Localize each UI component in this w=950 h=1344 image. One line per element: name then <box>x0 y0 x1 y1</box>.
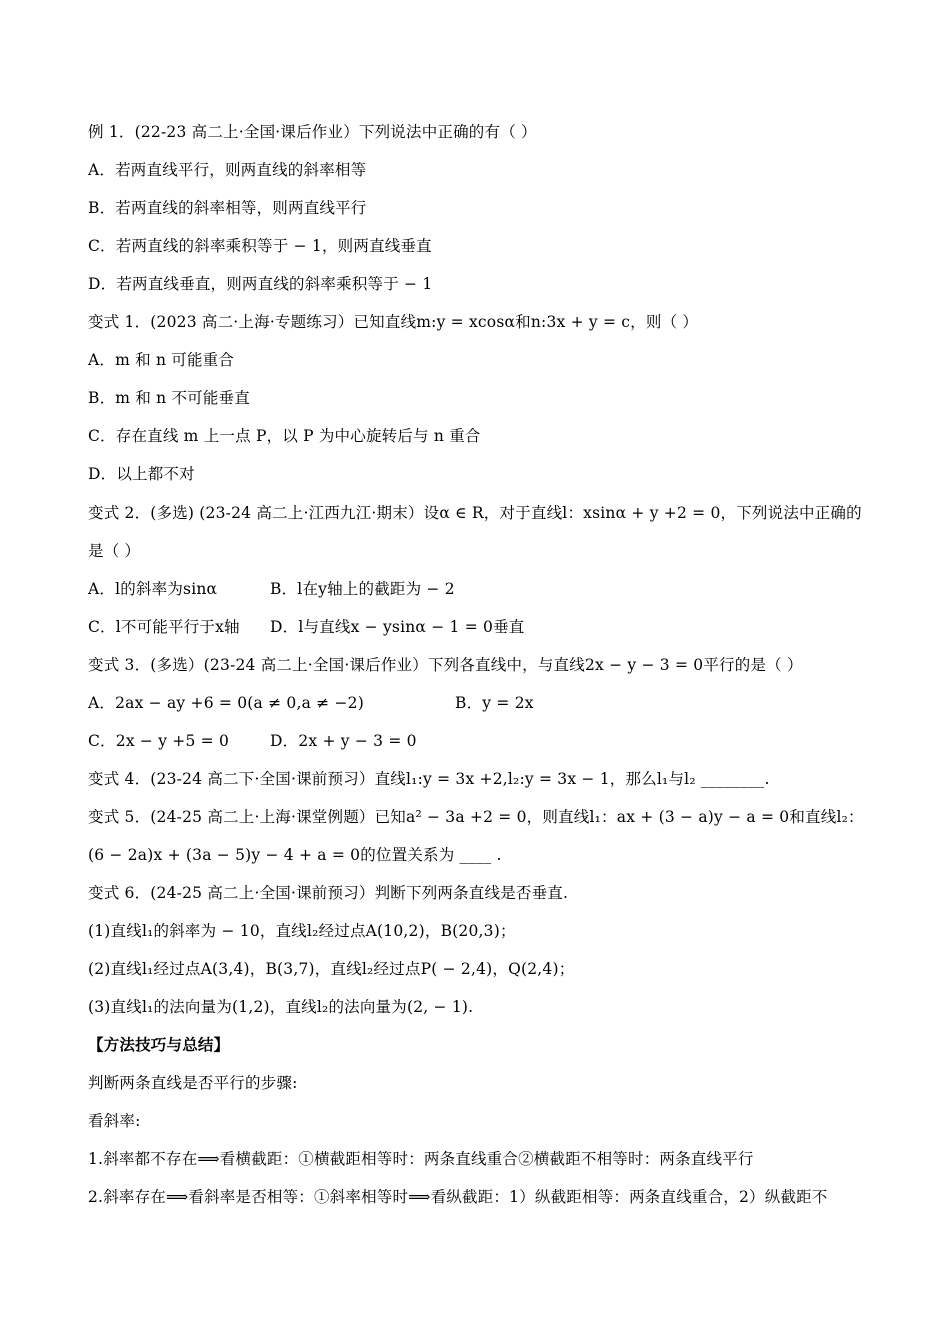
variant-1-stem: 变式 1．(2023 高二·上海·专题练习）已知直线m:y = xcosα和n:3x + y = c，则（ ） <box>88 313 699 331</box>
example-1-stem: 例 1．(22-23 高二上·全国·课后作业）下列说法中正确的有（ ） <box>88 123 537 141</box>
variant-2-option-b: B．l在y轴上的截距为 − 2 <box>270 580 455 598</box>
variant-3-option-d: D．2x + y − 3 = 0 <box>270 732 417 750</box>
variant-1-option-c: C．存在直线 m 上一点 P，以 P 为中心旋转后与 n 重合 <box>88 427 481 445</box>
variant-5-stem-line1: 变式 5．(24-25 高二上·上海·课堂例题）已知a² − 3a +2 = 0，则直线l₁：ax + (3 − a)y − a = 0和直线l₂： <box>88 808 864 826</box>
summary-step-1: 1.斜率都不存在⟹看横截距：①横截距相等时：两条直线重合②横截距不相等时：两条直线平行 <box>88 1150 754 1168</box>
variant-1-option-d: D．以上都不对 <box>88 465 195 483</box>
example-1-option-b: B．若两直线的斜率相等，则两直线平行 <box>88 199 367 217</box>
variant-3-option-b: B．y = 2x <box>455 694 534 712</box>
summary-look-slope: 看斜率: <box>88 1112 141 1130</box>
variant-3-option-c: C．2x − y +5 = 0 <box>88 732 230 750</box>
variant-2-option-d: D．l与直线x − ysinα − 1 = 0垂直 <box>270 618 525 636</box>
example-1-option-a: A．若两直线平行，则两直线的斜率相等 <box>88 161 367 179</box>
variant-6-part-1: (1)直线l₁的斜率为 − 10，直线l₂经过点A(10,2)，B(20,3)； <box>88 922 516 940</box>
example-1-option-c: C．若两直线的斜率乘积等于 − 1，则两直线垂直 <box>88 237 432 255</box>
variant-6-stem: 变式 6．(24-25 高二上·全国·课前预习）判断下列两条直线是否垂直. <box>88 884 569 902</box>
variant-4-stem: 变式 4．(23-24 高二下·全国·课前预习）直线l₁:y = 3x +2,l₂:y = 3x − 1，那么l₁与l₂ ________. <box>88 770 770 788</box>
variant-3-stem: 变式 3．(多选）(23-24 高二上·全国·课后作业）下列各直线中，与直线2x − y − 3 = 0平行的是（ ） <box>88 656 803 674</box>
variant-2-option-a: A．l的斜率为sinα <box>88 580 218 598</box>
variant-2-stem-line1: 变式 2．(多选) (23-24 高二上·江西九江·期末）设α ∈ R，对于直线l：xsinα + y +2 = 0，下列说法中正确的 <box>88 504 862 522</box>
summary-heading: 【方法技巧与总结】 <box>88 1035 230 1054</box>
variant-6-part-2: (2)直线l₁经过点A(3,4)，B(3,7)，直线l₂经过点P( − 2,4)，Q(2,4)； <box>88 960 575 978</box>
variant-2-stem-line2: 是（ ） <box>88 542 141 560</box>
variant-6-part-3: (3)直线l₁的法向量为(1,2)，直线l₂的法向量为(2, − 1). <box>88 998 474 1016</box>
variant-1-option-b: B．m 和 n 不可能垂直 <box>88 389 250 407</box>
summary-step-2: 2.斜率存在⟹看斜率是否相等：①斜率相等时⟹看纵截距：1）纵截距相等：两条直线重合，2）纵截距不 <box>88 1188 828 1206</box>
example-1-option-d: D．若两直线垂直，则两直线的斜率乘积等于 − 1 <box>88 275 433 293</box>
variant-1-option-a: A．m 和 n 可能重合 <box>88 351 235 369</box>
summary-intro: 判断两条直线是否平行的步骤: <box>88 1074 298 1092</box>
variant-2-option-c: C．l不可能平行于x轴 <box>88 618 240 636</box>
variant-3-option-a: A．2ax − ay +6 = 0(a ≠ 0,a ≠ −2) <box>88 694 364 712</box>
variant-5-stem-line2: (6 − 2a)x + (3a − 5)y − 4 + a = 0的位置关系为 ____ . <box>88 846 502 864</box>
